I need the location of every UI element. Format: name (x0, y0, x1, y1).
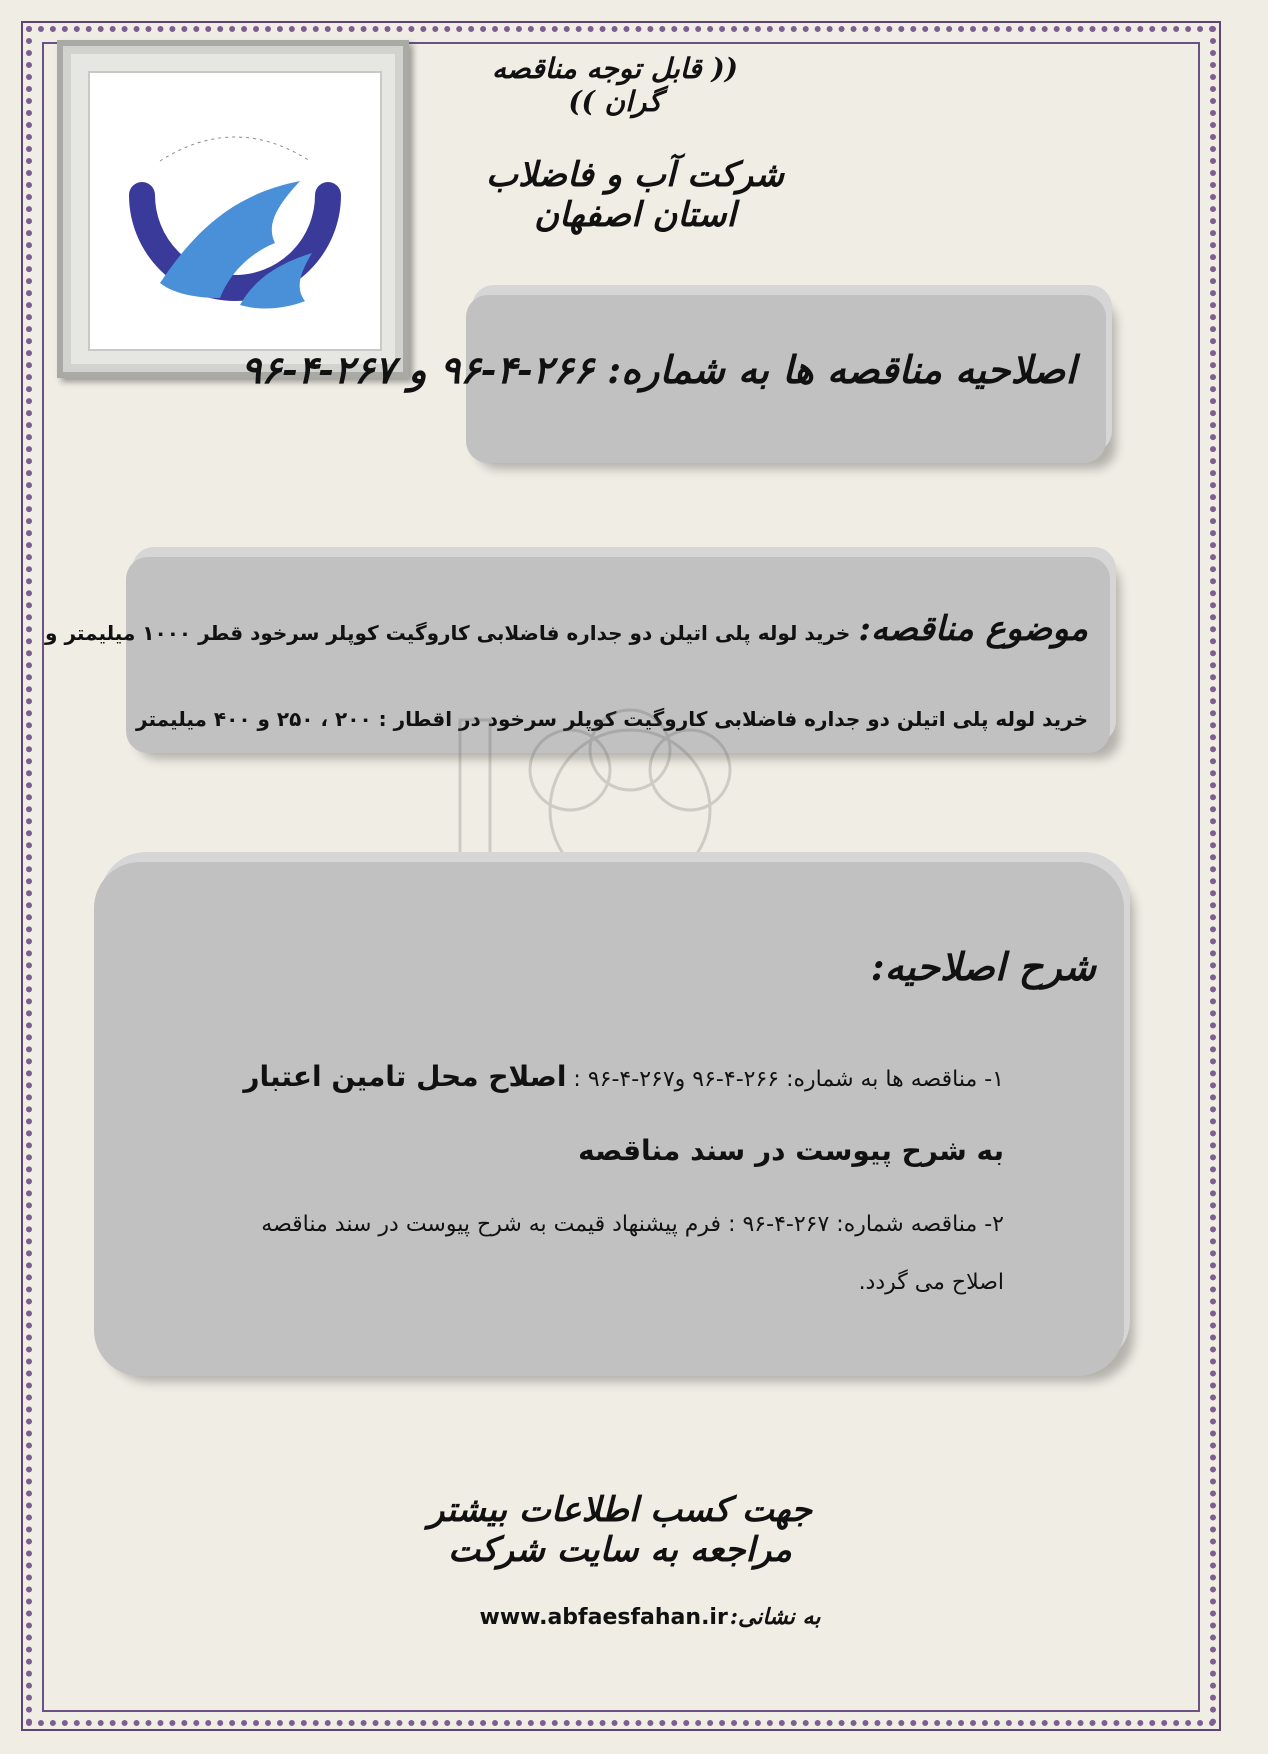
address-label: به نشانی: (729, 1604, 821, 1630)
subject-label: موضوع مناقصه: (858, 609, 1088, 649)
more-info-text: جهت کسب اطلاعات بیشتر مراجعه به سایت شرکت (427, 1490, 812, 1570)
amendment-title: اصلاحیه مناقصه ها به شماره: ۲۶۶-۴-۹۶ و ۲۶۷-۴-۹۶ (240, 347, 1076, 392)
correction-item-1-bold: اصلاح محل تامین اعتبار (243, 1060, 567, 1093)
correction-box (94, 862, 1124, 1376)
subject-line-2: خرید لوله پلی اتیلن دو جداره فاضلابی کاروگیت کوپلر سرخود در اقطار : ۲۰۰ ، ۲۵۰ و ۴۰۰ میلیمتر (136, 707, 1088, 731)
water-drop-logo-icon (90, 73, 380, 349)
website-link[interactable]: www.abfaesfahan.ir (479, 1605, 728, 1630)
correction-item-2: ۲- مناقصه شماره: ۲۶۷-۴-۹۶ : فرم پیشنهاد قیمت به شرح پیوست در سند مناقصه (261, 1212, 1004, 1237)
correction-item-2-line-2: اصلاح می گردد. (858, 1270, 1004, 1295)
correction-label: شرح اصلاحیه: (870, 944, 1096, 989)
title-box (240, 295, 1106, 463)
logo-arc-text-icon (160, 137, 310, 161)
attention-note: (( قابل توجه مناقصه گران )) (492, 52, 738, 118)
correction-item-1-line-2: به شرح پیوست در سند مناقصه (578, 1134, 1004, 1167)
logo-frame (57, 40, 409, 378)
subject-text-1: خرید لوله پلی اتیلن دو جداره فاضلابی کاروگیت کوپلر سرخود قطر ۱۰۰۰ میلیمتر و (45, 621, 851, 645)
correction-item-1 (243, 1060, 1004, 1093)
subject-box (45, 557, 1110, 753)
correction-item-1-prefix: ۱- مناقصه ها به شماره: ۲۶۶-۴-۹۶ و۲۶۷-۴-۹۶ : (573, 1067, 1004, 1092)
website-line (440, 1604, 860, 1630)
subject-line-1 (45, 609, 1088, 649)
company-name: شرکت آب و فاضلاب استان اصفهان (486, 155, 784, 235)
company-logo (88, 71, 382, 351)
